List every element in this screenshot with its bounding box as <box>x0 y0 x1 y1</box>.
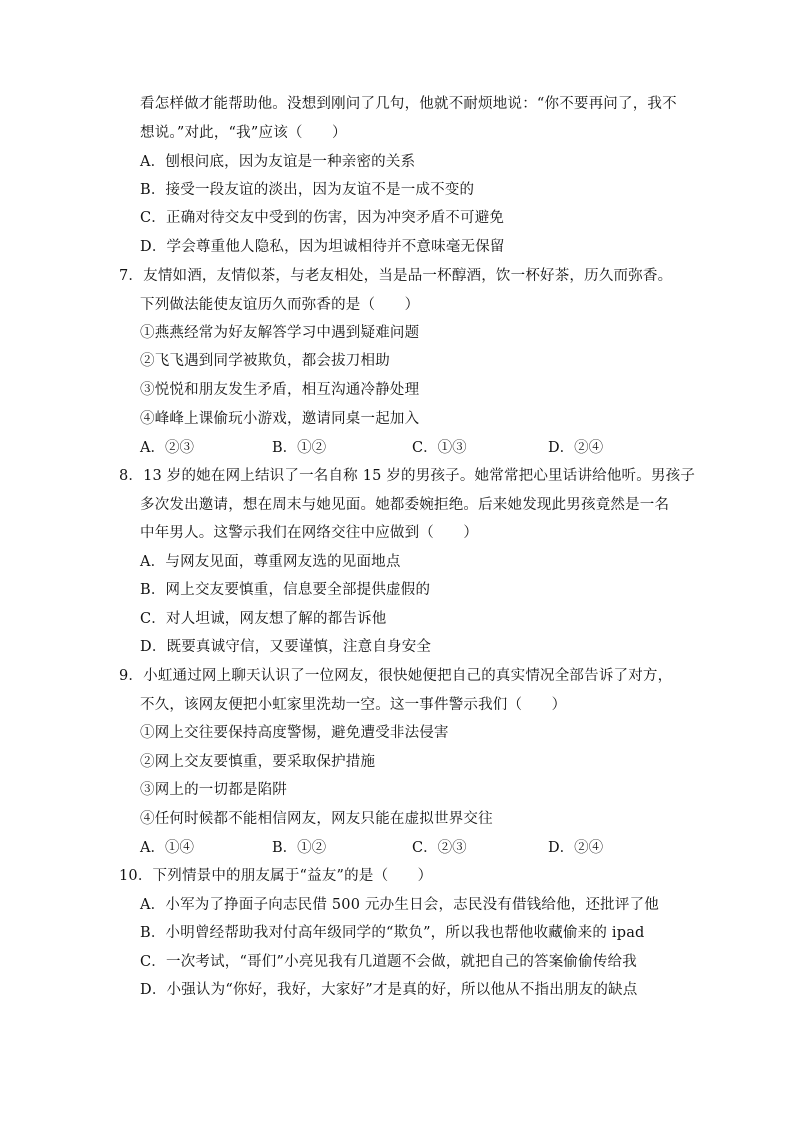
q7-choice-a: A．②③ <box>140 440 194 456</box>
q7-choice-d: D．②④ <box>548 440 604 456</box>
q8-stem-line: 中年男人。这警示我们在网络交往中应做到（ ） <box>140 525 479 541</box>
q7-stem-line: 7．友情如酒，友情似茶，与老友相处，当是品一杯醇酒，饮一杯好茶，历久而弥香。 <box>119 268 673 284</box>
q6-option-d: D．学会尊重他人隐私，因为坦诚相待并不意味毫无保留 <box>140 239 505 255</box>
q8-stem-line: 多次发出邀请，想在周末与她见面。她都委婉拒绝。后来她发现此男孩竟然是一名 <box>140 497 670 513</box>
q8-stem-line: 8．13 岁的她在网上结识了一名自称 15 岁的男孩子。她常常把心里话讲给他听。男孩子 <box>119 468 696 484</box>
q7-choice-c: C．①③ <box>412 440 467 456</box>
q9-choice-a: A．①④ <box>140 840 194 856</box>
q9-stem-line: 9．小虹通过网上聊天认识了一位网友，很快她便把自己的真实情况全部告诉了对方， <box>119 668 673 684</box>
q8-option-d: D．既要真诚守信，又要谨慎，注意自身安全 <box>140 639 432 655</box>
q6-option-a: A．刨根问底，因为友谊是一种亲密的关系 <box>140 154 416 170</box>
q9-item: ③网上的一切都是陷阱 <box>140 782 287 798</box>
q7-stem-line: 下列做法能使友谊历久而弥香的是（ ） <box>140 297 420 313</box>
q9-item: ①网上交往要保持高度警惕，避免遭受非法侵害 <box>140 725 449 741</box>
q9-stem-line: 不久，该网友便把小虹家里洗劫一空。这一事件警示我们（ ） <box>140 697 567 713</box>
q7-item: ④峰峰上课偷玩小游戏，邀请同桌一起加入 <box>140 411 420 427</box>
q7-item: ②飞飞遇到同学被欺负，都会拔刀相助 <box>140 353 390 369</box>
q7-item: ③悦悦和朋友发生矛盾，相互沟通冷静处理 <box>140 382 420 398</box>
q9-item: ④任何时候都不能相信网友，网友只能在虚拟世界交往 <box>140 811 493 827</box>
q9-choice-c: C．②③ <box>412 840 467 856</box>
q8-option-c: C．对人坦诚，网友想了解的都告诉他 <box>140 611 387 627</box>
q9-item: ②网上交友要慎重，要采取保护措施 <box>140 754 376 770</box>
q9-choice-d: D．②④ <box>548 840 604 856</box>
q6-option-c: C．正确对待交友中受到的伤害，因为冲突矛盾不可避免 <box>140 210 505 226</box>
q10-stem-line: 10．下列情景中的朋友属于“益友”的是（ ） <box>119 868 433 884</box>
q10-option-c: C．一次考试，“哥们”小亮见我有几道题不会做，就把自己的答案偷偷传给我 <box>140 954 637 970</box>
q10-option-a: A．小军为了挣面子向志民借 500 元办生日会，志民没有借钱给他，还批评了他 <box>140 897 659 913</box>
q6-option-b: B．接受一段友谊的淡出，因为友谊不是一成不变的 <box>140 182 475 198</box>
q7-item: ①燕燕经常为好友解答学习中遇到疑难问题 <box>140 325 420 341</box>
q7-choice-b: B．①② <box>272 440 327 456</box>
q10-option-d: D．小强认为“你好，我好，大家好”才是真的好，所以他从不指出朋友的缺点 <box>140 982 638 998</box>
q10-option-b: B．小明曾经帮助我对付高年级同学的“欺负”，所以我也帮他收藏偷来的 ipad <box>140 925 645 941</box>
q6-stem-line: 想说。”对此，“我”应该（ ） <box>140 125 347 141</box>
q8-option-b: B．网上交友要慎重，信息要全部提供虚假的 <box>140 582 431 598</box>
q9-choice-b: B．①② <box>272 840 327 856</box>
q8-option-a: A．与网友见面，尊重网友选的见面地点 <box>140 554 401 570</box>
q6-stem-line: 看怎样做才能帮助他。没想到刚问了几句，他就不耐烦地说：“你不要再问了，我不 <box>140 96 677 112</box>
